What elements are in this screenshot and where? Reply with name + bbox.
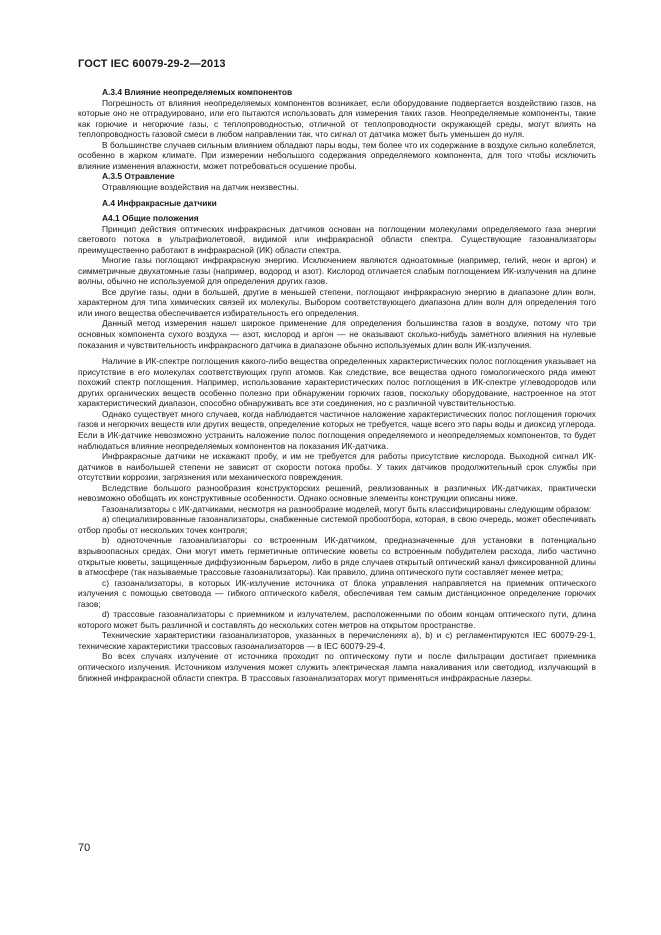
- section-heading: А.3.5 Отравление: [102, 171, 175, 182]
- list-item: b) одноточечные газоанализаторы со встроенным ИК-датчиком, предназначенные для установки в потенциально взрывоопасных средах. Они могут иметь герметичные оптические кюветы со встроенным побудителем расхода, либо частично открытые кюветы, защищенные диффузионным барьером, либо в ряде случаев открытый оптический канал фиксированной длины в атмосфере (так называемые трассовые газоанализаторы). Как правило, длина оптического пути составляет менее метра;: [78, 535, 596, 578]
- paragraph: Инфракрасные датчики не искажают пробу, и им не требуется для работы присутствие кислорода. Выходной сигнал ИК-датчиков в наибольшей степени не зависит от скорости потока пробы. У таких датчиков продолжительный срок службы при отсутствии коррозии, загрязнения или механического повреждения.: [78, 451, 596, 483]
- list-item: а) специализированные газоанализаторы, снабженные системой пробоотбора, которая, в свою очередь, может обеспечивать отбор пробы от нескольких точек контроля;: [78, 514, 596, 535]
- section-heading: А4.1 Общие положения: [102, 213, 199, 224]
- paragraph: Многие газы поглощают инфракрасную энергию. Исключением являются одноатомные (например, гелий, неон и аргон) и симметричные двухатомные газы (например, водород и азот). Кислород отличается слабым поглощением ИК-излучения на длине волны, обычно не используемой для определения других газов.: [78, 255, 596, 287]
- list-item: c) газоанализаторы, в которых ИК-излучение источника от блока управления направляется на приемник оптического излучения с помощью световода — гибкого оптического кабеля, обеспечивая тем самым дистанционное определение горючих газов;: [78, 577, 596, 609]
- document-header: ГОСТ IEC 60079-29-2—2013: [78, 58, 226, 70]
- document-body: [78, 87, 596, 683]
- section-heading: А.4 Инфракрасные датчики: [102, 198, 217, 209]
- paragraph: Все другие газы, одни в большей, другие в меньшей степени, поглощают инфракрасную энергию в диапазоне длин волн, характерном для типа химических связей их молекулы. Выбором соответствующего диапазона длин волн для определения того или иного вещества обеспечивается избирательность его определения.: [78, 286, 596, 318]
- paragraph: Газоанализаторы с ИК-датчиками, несмотря на разнообразие моделей, могут быть классифицированы следующим образом:: [102, 503, 592, 514]
- page-number: 70: [78, 842, 91, 854]
- paragraph: Во всех случаях излучение от источника проходит по оптическому пути и после фильтрации достигает приемника оптического излучения. Источником излучения может служить электрическая лампа накаливания или светодиод, излучающий в ближней инфракрасной области спектра. В трассовых газоанализаторах могут применяться инфракрасные лазеры.: [78, 651, 596, 683]
- paragraph: В большинстве случаев сильным влиянием обладают пары воды, тем более что их содержание в воздухе сильно колеблется, особенно в жарком климате. При измерении небольшого содержания определяемого компонента, для того чтобы исключить влияние изменения влажности, может потребоваться осушение пробы.: [78, 139, 596, 171]
- paragraph: Вследствие большого разнообразия конструкторских решений, реализованных в различных ИК-датчиках, практически невозможно обобщать их конструктивные особенности. Однако основные элементы конструкции описаны ниже.: [78, 482, 596, 504]
- paragraph: Данный метод измерения нашел широкое применение для определения большинства газов в воздухе, потому что три основных компонента сухого воздуха — азот, кислород и аргон — не оказывают сколько-нибудь заметного влияния на нулевые показания и чувствительность инфракрасного датчика в диапазоне обычно используемых длин волн ИК-излучения.: [78, 318, 596, 350]
- paragraph: Однако существует много случаев, когда наблюдается частичное наложение характеристических полос поглощения горючих газов и негорючих веществ или других веществ, определение которых не требуется, чаще всего это пары воды и диоксид углерода. Если в ИК-датчике невозможно устранить наложение полос поглощения определяемого и неопределяемых компонентов, то будет наблюдаться влияние неопределяемых компонентов на показания ИК-датчика.: [78, 408, 596, 451]
- paragraph: Наличие в ИК-спектре поглощения какого-либо вещества определенных характеристических полос поглощения указывает на присутствие в его молекулах соответствующих групп атомов. Как следствие, все вещества одного гомологического ряда имеют похожий спектр поглощения. Например, использование характеристических полос поглощения в ИК-спектре углеводородов или других органических веществ особенно полезно при обнаружении горючих газов, поскольку оборудование, настроенное на этот характеристический диапазон, способно обнаруживать все эти соединения, но с различной чувствительностью.: [78, 356, 596, 409]
- section-heading: А.3.4 Влияние неопределяемых компонентов: [102, 87, 293, 97]
- paragraph: Принцип действия оптических инфракрасных датчиков основан на поглощении молекулами определяемого газа энергии светового потока в ультрафиолетовой, видимой или инфракрасной области спектра. Существующие газоанализаторы преимущественно работают в инфракрасной (ИК) области спектра.: [78, 223, 596, 255]
- paragraph: Технические характеристики газоанализаторов, указанных в перечислениях а), b) и c) регламентируются IEC 60079-29-1, технические характеристики трассовых газоанализаторов — в IEC 60079-29-4.: [78, 630, 596, 651]
- paragraph: Погрешность от влияния неопределяемых компонентов возникает, если оборудование подвергается воздействию газов, на которые оно не отградуировано, или его пытаются использовать для измерения таких газов. Неопределяемые компоненты, такие как горючие и негорючие газы, с теплопроводностью, отличной от теплопроводности окружающей среды, могут влиять на теплопроводность газовой смеси в любом направлении так, что сигнал от датчика может быть уменьшен до нуля.: [78, 97, 596, 140]
- list-item: d) трассовые газоанализаторы с приемником и излучателем, расположенными по обоим концам оптического пути, длина которого может быть различной и составлять до нескольких сотен метров на открытом пространстве.: [78, 609, 596, 630]
- paragraph: Отравляющие воздействия на датчик неизвестны.: [102, 181, 299, 192]
